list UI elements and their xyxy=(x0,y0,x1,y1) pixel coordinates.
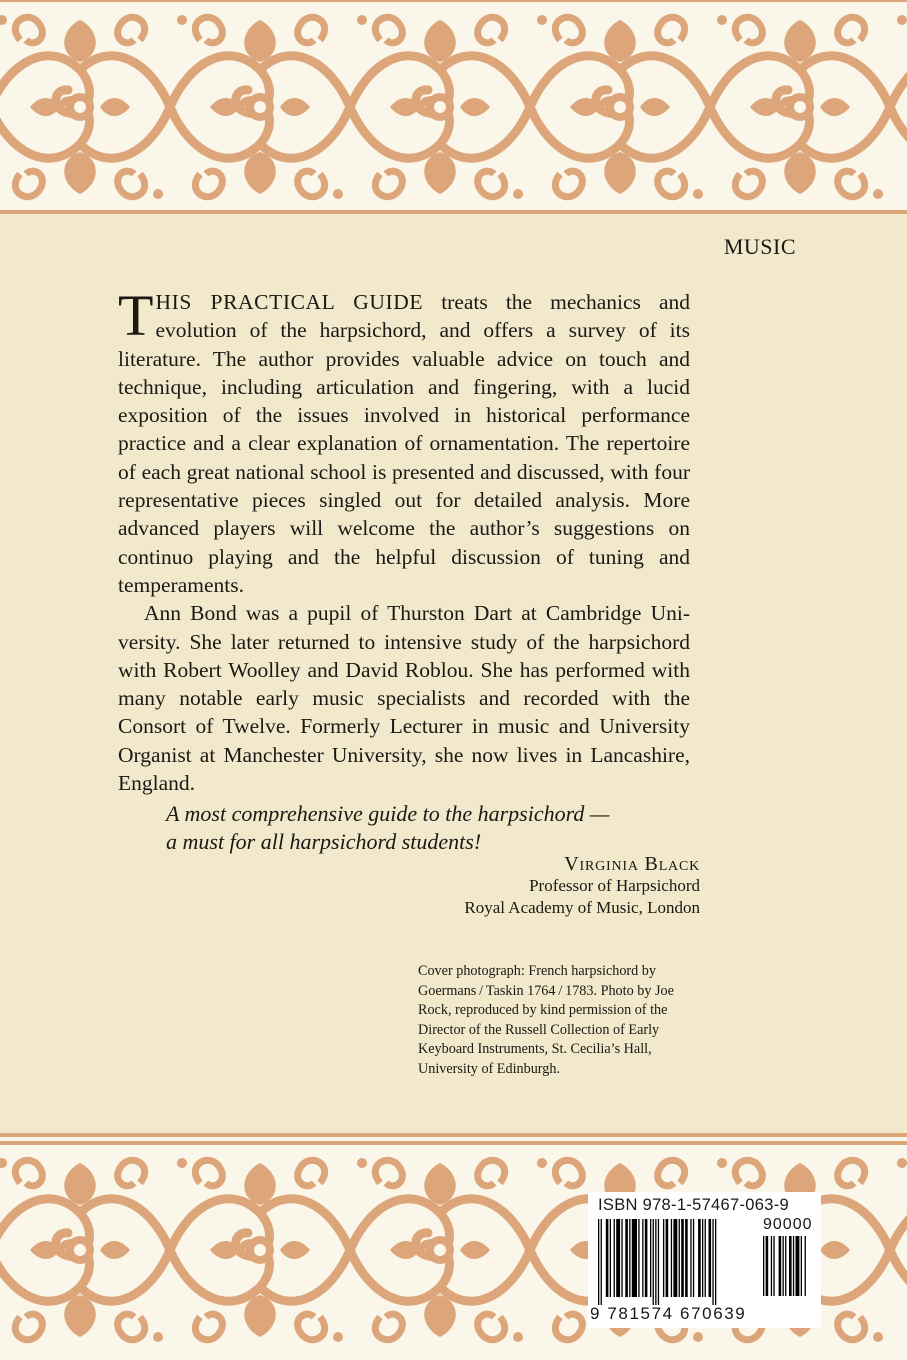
ean-number: 9 781574 670639 xyxy=(590,1304,747,1323)
barcode-bar xyxy=(650,1219,651,1297)
barcode-bar xyxy=(712,1219,713,1305)
barcode-bar xyxy=(771,1236,772,1296)
addon-barcode-bars xyxy=(763,1236,815,1304)
endorser-name: Virginia Black xyxy=(564,853,700,875)
drop-cap: T xyxy=(118,283,154,348)
barcode-bar xyxy=(715,1219,716,1305)
barcode-bar xyxy=(773,1236,774,1296)
barcode-bar xyxy=(666,1219,669,1297)
barcode-bar xyxy=(614,1219,615,1297)
barcode-bar xyxy=(685,1219,688,1297)
barcode-bar xyxy=(673,1219,677,1297)
barcode-bar xyxy=(779,1236,782,1296)
barcode-bar xyxy=(805,1236,806,1296)
barcode-bar xyxy=(629,1219,630,1297)
barcode-bar xyxy=(610,1219,611,1297)
barcode-bar xyxy=(645,1219,648,1297)
price-code: 90000 xyxy=(763,1216,813,1233)
description-paragraph xyxy=(118,283,690,599)
barcode-bar xyxy=(632,1219,637,1297)
barcode-bar xyxy=(638,1219,639,1297)
barcode-bar xyxy=(690,1219,691,1297)
barcode-bar xyxy=(679,1219,680,1297)
barcode-bar xyxy=(698,1219,701,1297)
barcode-bar xyxy=(606,1219,609,1297)
endorsement-attribution xyxy=(464,853,700,919)
barcode-bar xyxy=(763,1236,764,1296)
endorsement-quote xyxy=(166,800,706,856)
barcode-bar xyxy=(796,1236,800,1296)
barcode-bar xyxy=(663,1219,664,1297)
barcode-bar xyxy=(671,1219,672,1297)
description-text: treats the mechanics and evolution of the harpsichord, and offers a survey of its literature. The author provides valuable advice on touch and technique, including articulation and fingering, with a lucid exposition of the issues involved in historical performance practice and a clear explanation of ornamentation. The repertoire of each great national school is presented and discussed, with four representative pieces singled out for detailed analysis. More advanced players will welcome the author’s suggestions on continuo playing and the helpful discussion of tuning and temperaments. xyxy=(118,290,690,597)
barcode-bar xyxy=(642,1219,643,1297)
barcode-bar xyxy=(621,1219,622,1297)
barcode-bar xyxy=(801,1236,802,1296)
barcode-bar xyxy=(598,1219,599,1305)
barcode-bar xyxy=(783,1236,784,1296)
barcode-bar xyxy=(705,1219,706,1297)
barcode-bar xyxy=(785,1236,786,1296)
quote-line-1: A most comprehensive guide to the harpsichord — xyxy=(166,801,610,826)
endorser-institution: Royal Academy of Music, London xyxy=(464,898,700,917)
book-description xyxy=(118,283,690,797)
barcode-bar xyxy=(681,1219,684,1297)
cover-photo-credit: Cover photograph: French harpsichord by Goermans / Taskin 1764 / 1783. Photo by Joe Rock, reproduced by kind permission of the Director of the Russell Collection of Early Keyboard Instruments, St. Cecilia’s Hall, University of Edinburgh. xyxy=(418,963,674,1077)
barcode-bar xyxy=(601,1219,602,1305)
author-bio: Ann Bond was a pupil of Thurston Dart at Cambridge University. She later returned to intensive study of the harpsichord with Robert Woolley and David Roblou. She has performed with many notable early music specialists and recorded with the Consort of Twelve. Formerly Lecturer in music and University Organist at Manchester University, she now lives in Lancashire, England. xyxy=(118,601,690,796)
barcode-bar xyxy=(625,1219,628,1297)
ornament-band-top xyxy=(0,0,907,214)
endorser-title: Professor of Harpsichord xyxy=(529,876,700,895)
barcode-bar xyxy=(616,1219,620,1297)
barcode-bar xyxy=(766,1236,769,1296)
barcode-label xyxy=(588,1192,821,1328)
renaissance-scroll-ornament-icon xyxy=(0,0,907,214)
barcode-bar xyxy=(789,1236,792,1296)
ean-barcode-bars xyxy=(598,1219,748,1305)
barcode-bar xyxy=(658,1219,659,1305)
barcode-bar xyxy=(655,1219,656,1305)
quote-line-2: a must for all harpsichord students! xyxy=(166,829,482,854)
barcode-bar xyxy=(793,1236,794,1296)
barcode-bar xyxy=(709,1219,712,1297)
barcode-bar xyxy=(702,1219,703,1297)
lead-in-small-caps: HIS PRACTICAL GUIDE xyxy=(155,290,424,314)
isbn-number: ISBN 978-1-57467-063-9 xyxy=(598,1196,789,1214)
category-label: MUSIC xyxy=(723,234,796,259)
barcode-bar xyxy=(653,1219,654,1305)
barcode-bar xyxy=(693,1219,694,1297)
